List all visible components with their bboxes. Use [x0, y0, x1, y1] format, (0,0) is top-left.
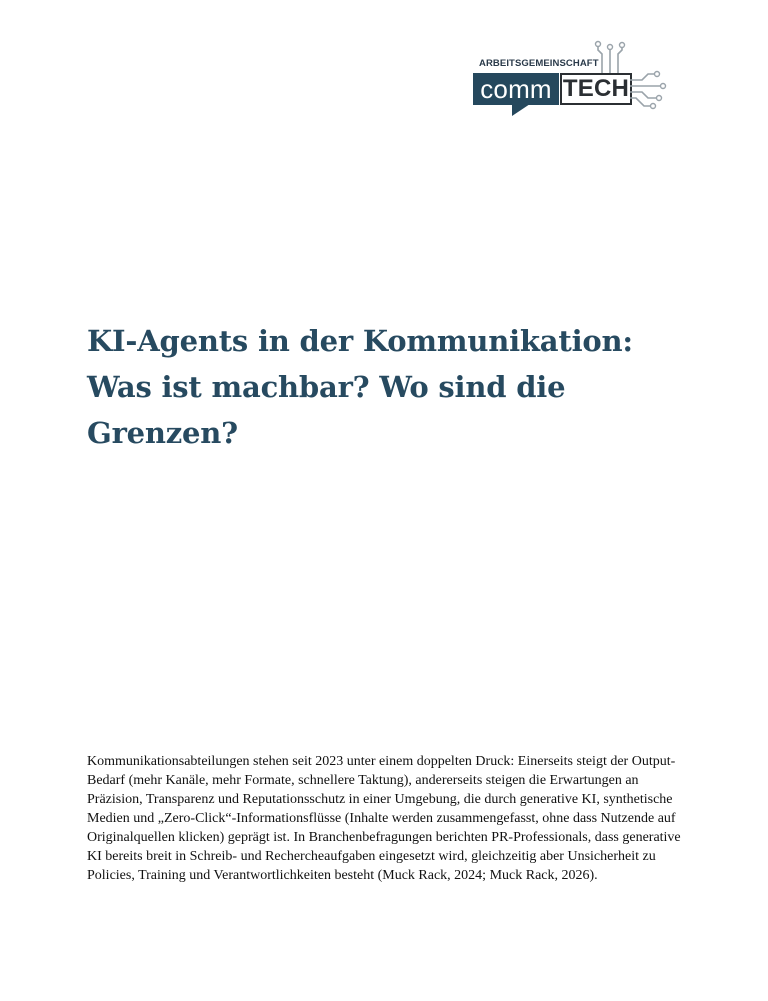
document-title: KI-Agents in der Kommunikation: Was ist machbar? Wo sind die Grenzen?: [87, 324, 633, 450]
logo-speech-tail: [512, 104, 530, 116]
logo-tech-box: TECH: [560, 73, 632, 105]
circuit-icon: [590, 40, 670, 120]
logo-arbeitsgemeinschaft-text: ARBEITSGEMEINSCHAFT: [479, 58, 599, 69]
intro-paragraph: Kommunikationsabteilungen stehen seit 2023 unter einem doppelten Druck: Einerseits steigt der Output-Bedarf (mehr Kanäle, mehr Formate, schnellere Taktung), andererseits steigen die Erwartungen an Präzision, Transparenz und Reputationsschutz in einer Umgebung, die durch generative KI, synthetische Medien und „Zero-Click“-Informationsflüsse (Inhalte werden zusammengefasst, ohne dass Nutzende auf Originalquellen klicken) geprägt ist. In Branchenbefragungen berichten PR-Professionals, dass generative KI bereits breit in Schreib- und Rechercheaufgaben eingesetzt wird, gleichzeitig aber Unsicherheit zu Policies, Training und Verantwortlichkeiten besteht (Muck Rack, 2024; Muck Rack, 2026).: [87, 754, 681, 883]
logo-comm-box: comm: [473, 73, 559, 105]
commtech-logo: [470, 40, 670, 120]
